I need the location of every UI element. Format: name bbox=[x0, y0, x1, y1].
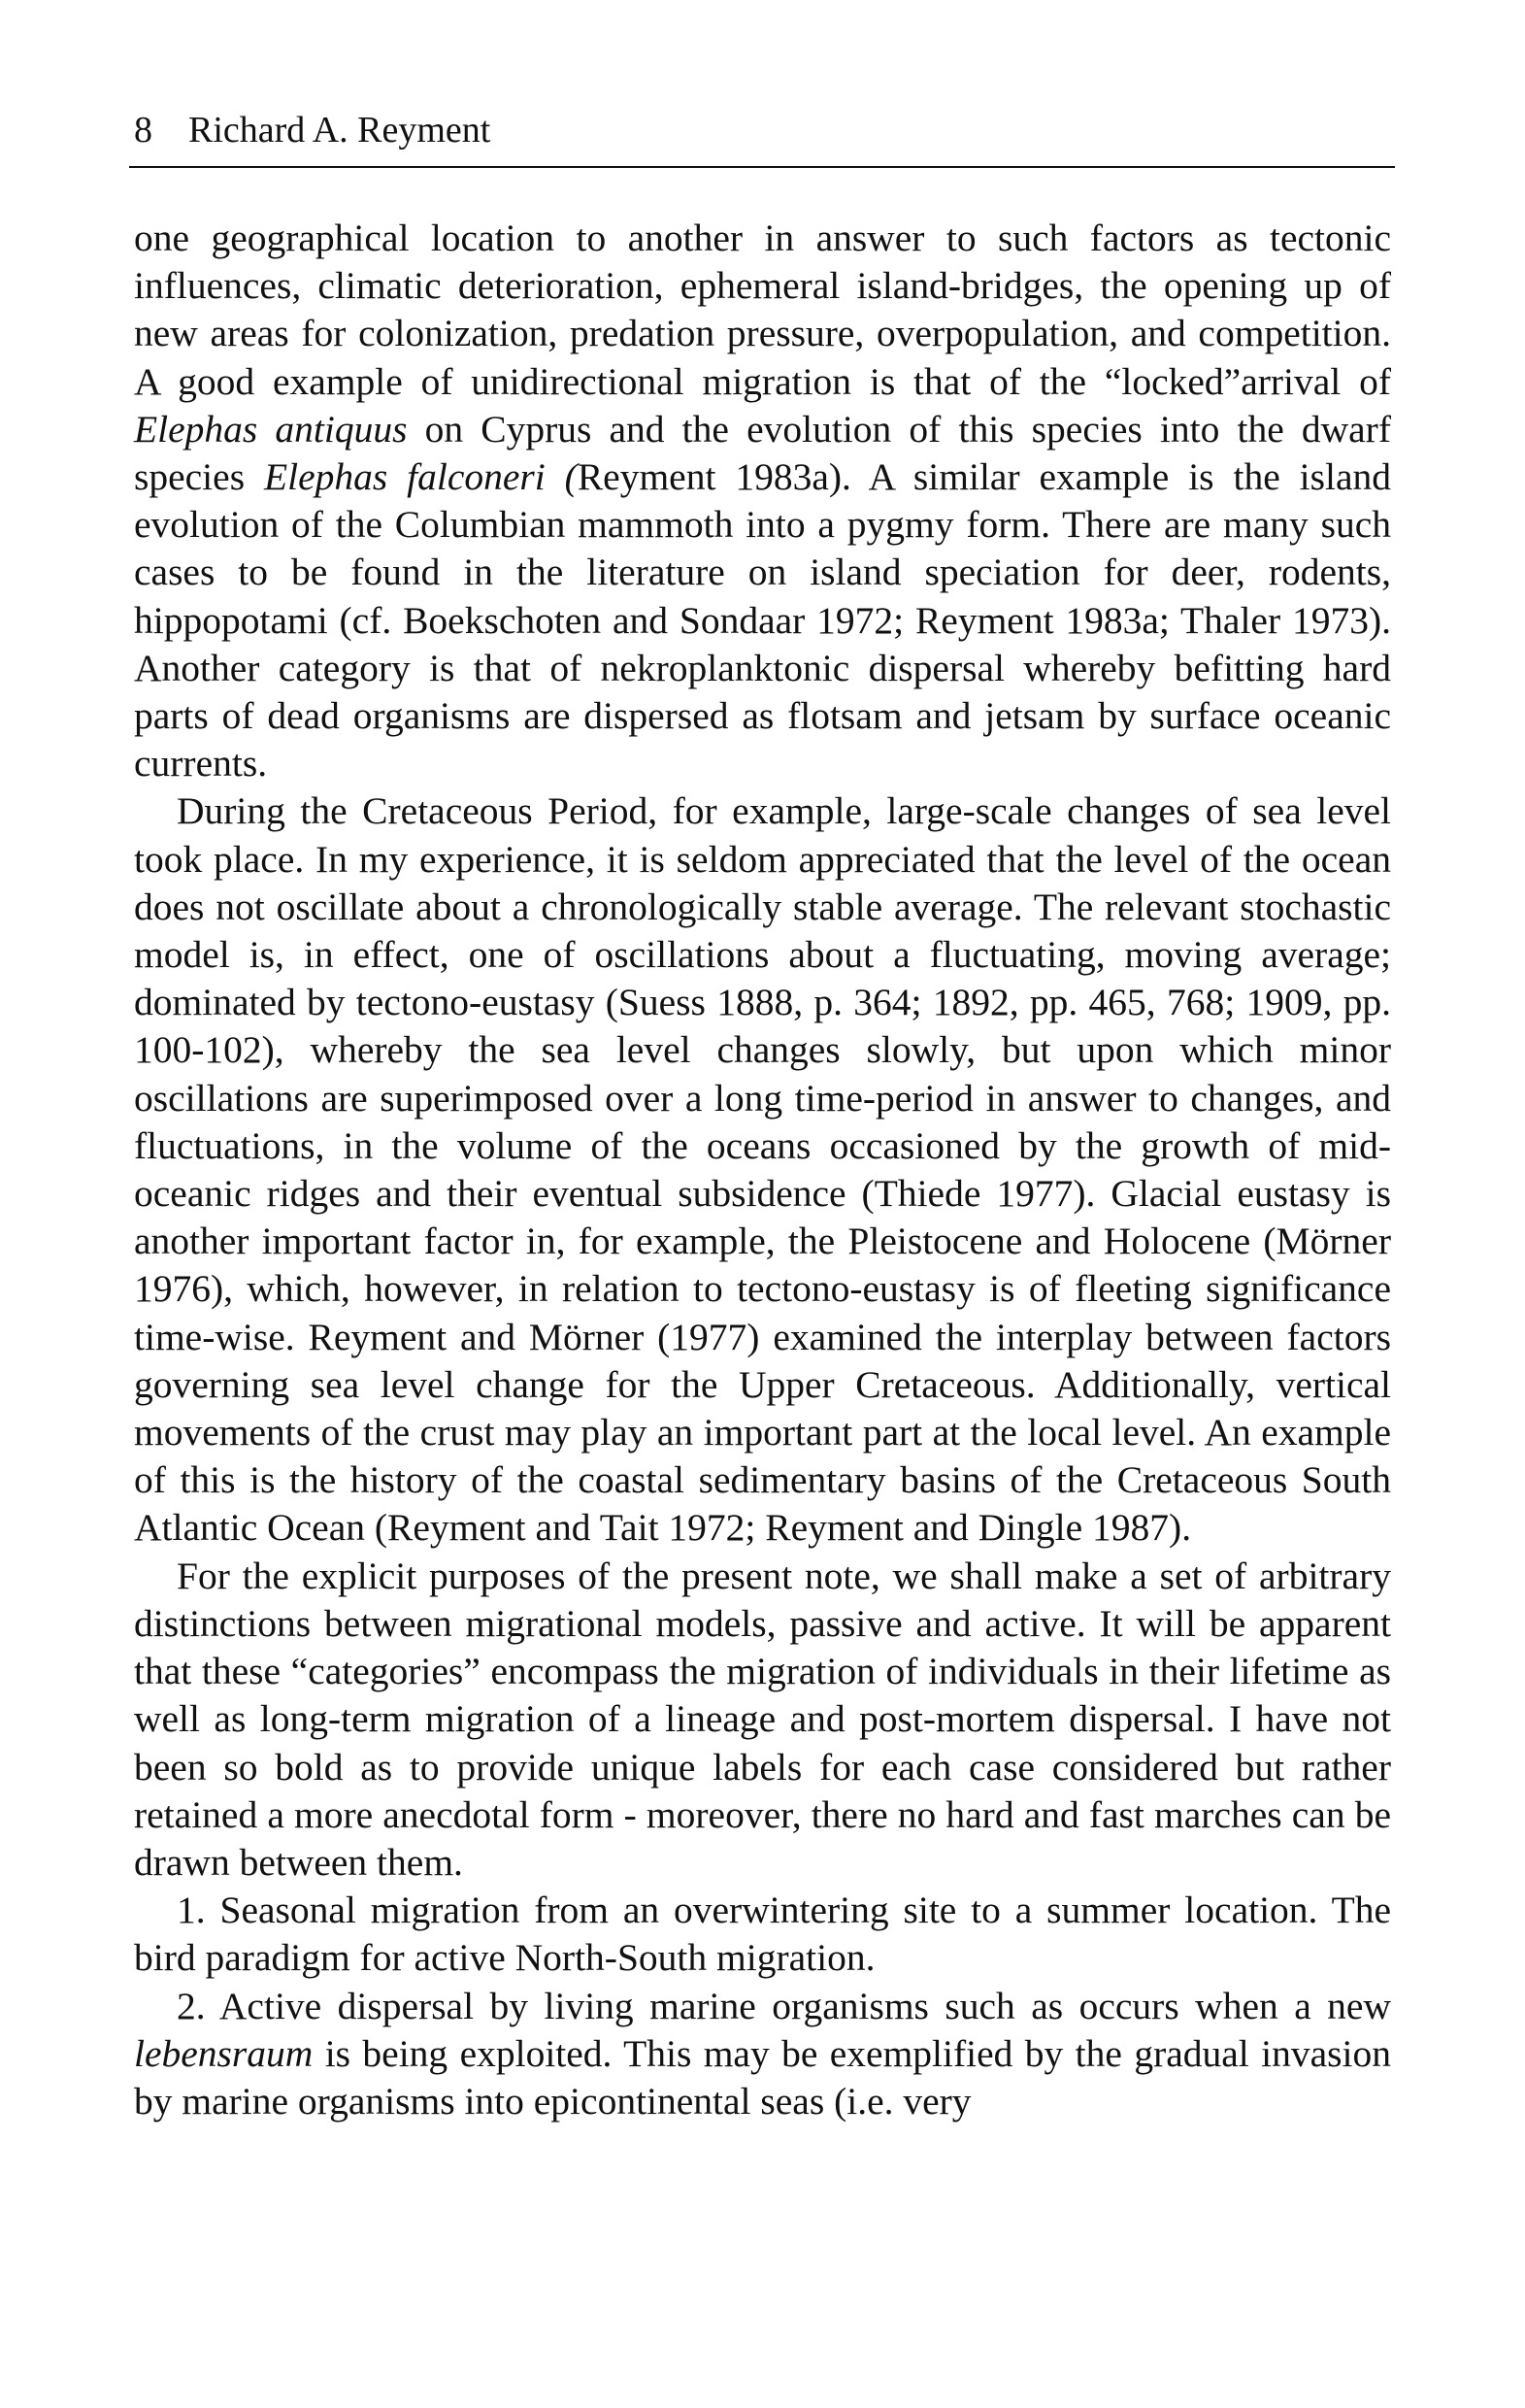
species-name-elephas-antiquus: Elephas antiquus bbox=[134, 407, 408, 451]
list-item-1: 1. Seasonal migration from an overwintering site to a summer location. The bird paradigm for active North-South migration. bbox=[134, 1889, 1391, 1980]
running-head bbox=[134, 109, 490, 151]
list-item-2 bbox=[134, 1983, 1391, 2126]
species-name-elephas-falconeri: Elephas falconeri ( bbox=[263, 455, 578, 499]
page-number: 8 bbox=[134, 110, 152, 150]
paragraph-1 bbox=[134, 215, 1391, 787]
body-text bbox=[134, 215, 1391, 2125]
paragraph-1-text-e: Reyment 1983a). A similar example is the island evolution of the Columbian mammoth into a pygmy form. There are many such cases to be found in the literature on island speciation for deer, rodents, hippopotami (cf. Boekschoten and Sondaar 1972; Reyment 1983a; Thaler 1973). Another category is that of nekroplanktonic dispersal whereby befitting hard parts of dead organisms are dispersed as flotsam and jetsam by surface oceanic currents. bbox=[134, 455, 1391, 786]
term-lebensraum: lebensraum bbox=[134, 2031, 314, 2075]
running-head-author: Richard A. Reyment bbox=[188, 110, 491, 150]
list-item-2-text-a: 2. Active dispersal by living marine organisms such as occurs when a new bbox=[177, 1984, 1391, 2027]
list-item-2-text-c: is being exploited. This may be exemplified by the gradual invasion by marine organisms into epicontinental seas (i.e. very bbox=[134, 2031, 1391, 2123]
paragraph-2: During the Cretaceous Period, for example, large-scale changes of sea level took place. In my experience, it is seldom appreciated that the level of the ocean does not oscillate about a chronologically stable average. The relevant stochastic model is, in effect, one of oscillations about a fluctuating, moving average; dominated by tectono-eustasy (Suess 1888, p. 364; 1892, pp. 465, 768; 1909, pp. 100-102), whereby the sea level changes slowly, but upon which minor oscillations are superimposed over a long time-period in answer to changes, and fluctuations, in the volume of the oceans occasioned by the growth of mid-oceanic ridges and their eventual subsidence (Thiede 1977). Glacial eustasy is another important factor in, for example, the Pleistocene and Holocene (Mörner 1976), which, however, in relation to tectono-eustasy is of fleeting significance time-wise. Reyment and Mörner (1977) examined the interplay between factors governing sea level change for the Upper Cretaceous. Additionally, vertical movements of the crust may play an important part at the local level. An example of this is the history of the coastal sedimentary basins of the Cretaceous South Atlantic Ocean (Reyment and Tait 1972; Reyment and Dingle 1987). bbox=[134, 789, 1391, 1550]
paragraph-3: For the explicit purposes of the present note, we shall make a set of arbitrary distinctions between migrational models, passive and active. It will be apparent that these “categories” encompass the migration of individuals in their lifetime as well as long-term migration of a lineage and post-mortem dispersal. I have not been so bold as to provide unique labels for each case considered but rather retained a more anecdotal form - moreover, there no hard and fast marches can be drawn between them. bbox=[134, 1554, 1391, 1884]
paragraph-1-text-a: one geographical location to another in answer to such factors as tectonic influences, climatic deterioration, ephemeral island-bridges, the opening up of new areas for colonization, predation pressure, overpopulation, and competition. A good example of unidirectional migration is that of the “locked”arrival of bbox=[134, 217, 1391, 403]
header-rule bbox=[129, 166, 1395, 168]
paragraph-1-text-c: on Cyprus and the evolution of this species into the dwarf species bbox=[134, 407, 1391, 499]
